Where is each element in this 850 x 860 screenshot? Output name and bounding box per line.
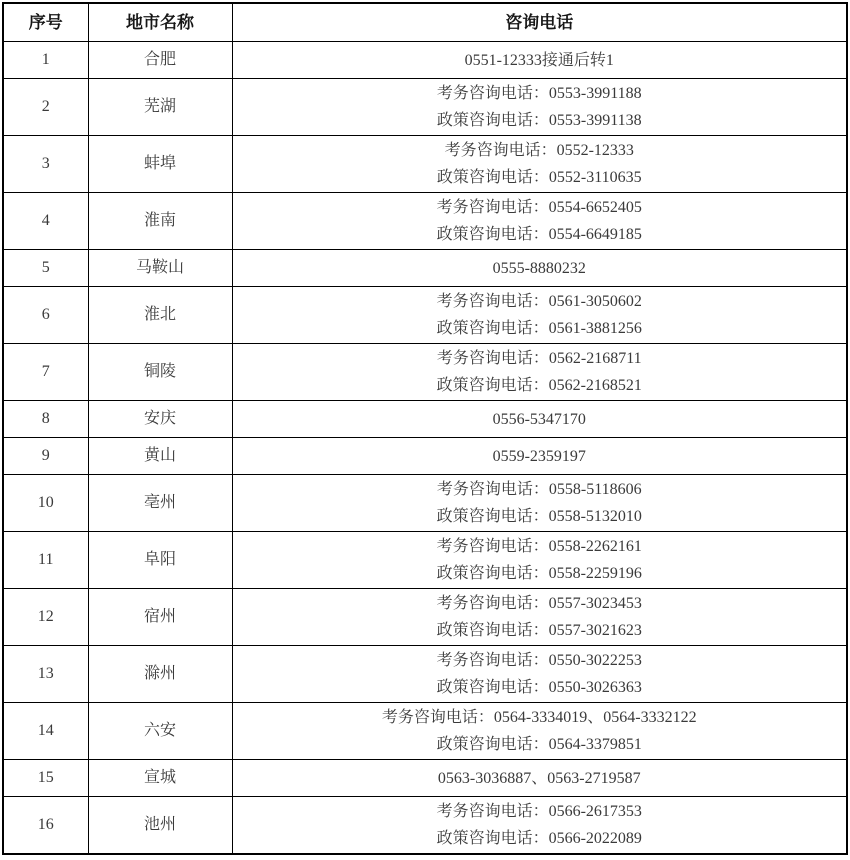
phone-cell xyxy=(232,589,847,646)
phone-directory-table xyxy=(2,2,848,855)
city-cell: 芜湖 xyxy=(88,79,232,136)
phone-cell xyxy=(232,136,847,193)
table-row xyxy=(3,760,847,797)
serial-cell: 14 xyxy=(3,703,88,760)
city-cell: 淮北 xyxy=(88,287,232,344)
table-row xyxy=(3,344,847,401)
serial-cell: 9 xyxy=(3,438,88,475)
city-cell: 马鞍山 xyxy=(88,250,232,287)
phone-cell xyxy=(232,475,847,532)
phone-line: 0556-5347170 xyxy=(492,410,586,428)
table-body xyxy=(3,42,847,855)
table-row xyxy=(3,250,847,287)
table-row xyxy=(3,532,847,589)
phone-line: 考务咨询电话：0558-2262161 xyxy=(436,538,642,555)
city-cell: 池州 xyxy=(88,797,232,855)
table-row xyxy=(3,287,847,344)
table-row xyxy=(3,797,847,855)
table-row xyxy=(3,42,847,79)
phone-line: 考务咨询电话：0557-3023453 xyxy=(436,595,642,612)
phone-line: 政策咨询电话：0557-3021623 xyxy=(436,622,642,639)
phone-line: 考务咨询电话：0562-2168711 xyxy=(436,350,642,367)
phone-cell xyxy=(232,646,847,703)
phone-line: 政策咨询电话：0550-3026363 xyxy=(436,679,642,696)
serial-cell: 2 xyxy=(3,79,88,136)
serial-cell: 11 xyxy=(3,532,88,589)
phone-cell xyxy=(232,438,847,475)
phone-cell xyxy=(232,42,847,79)
table-row xyxy=(3,475,847,532)
phone-line: 考务咨询电话：0554-6652405 xyxy=(436,199,642,216)
serial-cell: 6 xyxy=(3,287,88,344)
phone-line: 政策咨询电话：0562-2168521 xyxy=(436,377,642,394)
city-cell: 滁州 xyxy=(88,646,232,703)
table-row xyxy=(3,193,847,250)
phone-cell xyxy=(232,532,847,589)
city-cell: 宿州 xyxy=(88,589,232,646)
col-header-phone: 咨询电话 xyxy=(232,3,847,42)
phone-line: 考务咨询电话：0553-3991188 xyxy=(436,85,642,102)
phone-line: 政策咨询电话：0566-2022089 xyxy=(436,830,642,847)
phone-line: 政策咨询电话：0558-5132010 xyxy=(436,508,642,525)
phone-line: 政策咨询电话：0552-3110635 xyxy=(436,169,642,186)
phone-cell xyxy=(232,79,847,136)
serial-cell: 15 xyxy=(3,760,88,797)
city-cell: 蚌埠 xyxy=(88,136,232,193)
phone-line: 政策咨询电话：0553-3991138 xyxy=(436,112,642,129)
phone-line: 考务咨询电话：0566-2617353 xyxy=(436,803,642,820)
serial-cell: 10 xyxy=(3,475,88,532)
city-cell: 宣城 xyxy=(88,760,232,797)
phone-line: 政策咨询电话：0554-6649185 xyxy=(436,226,642,243)
phone-cell xyxy=(232,193,847,250)
city-cell: 铜陵 xyxy=(88,344,232,401)
table-row xyxy=(3,438,847,475)
phone-line: 政策咨询电话：0564-3379851 xyxy=(436,736,642,753)
table-row xyxy=(3,589,847,646)
serial-cell: 4 xyxy=(3,193,88,250)
serial-cell: 5 xyxy=(3,250,88,287)
phone-line: 0555-8880232 xyxy=(492,259,586,277)
table-row xyxy=(3,646,847,703)
city-cell: 安庆 xyxy=(88,401,232,438)
serial-cell: 1 xyxy=(3,42,88,79)
phone-line: 考务咨询电话：0561-3050602 xyxy=(436,293,642,310)
col-header-serial: 序号 xyxy=(3,3,88,42)
city-cell: 合肥 xyxy=(88,42,232,79)
city-cell: 六安 xyxy=(88,703,232,760)
phone-line: 考务咨询电话：0564-3334019、0564-3332122 xyxy=(381,709,697,726)
phone-cell xyxy=(232,703,847,760)
serial-cell: 3 xyxy=(3,136,88,193)
phone-line: 政策咨询电话：0561-3881256 xyxy=(436,320,642,337)
phone-line: 0563-3036887、0563-2719587 xyxy=(437,769,641,787)
serial-cell: 8 xyxy=(3,401,88,438)
col-header-city: 地市名称 xyxy=(88,3,232,42)
city-cell: 亳州 xyxy=(88,475,232,532)
table-row xyxy=(3,79,847,136)
phone-line: 考务咨询电话：0550-3022253 xyxy=(436,652,642,669)
phone-line: 0559-2359197 xyxy=(492,447,586,465)
phone-cell xyxy=(232,287,847,344)
city-cell: 阜阳 xyxy=(88,532,232,589)
phone-cell xyxy=(232,250,847,287)
serial-cell: 16 xyxy=(3,797,88,855)
table-row xyxy=(3,703,847,760)
serial-cell: 7 xyxy=(3,344,88,401)
city-cell: 淮南 xyxy=(88,193,232,250)
phone-line: 考务咨询电话：0552-12333 xyxy=(444,142,634,159)
serial-cell: 12 xyxy=(3,589,88,646)
city-cell: 黄山 xyxy=(88,438,232,475)
phone-cell xyxy=(232,344,847,401)
header-row xyxy=(3,3,847,42)
phone-cell xyxy=(232,797,847,855)
phone-line: 政策咨询电话：0558-2259196 xyxy=(436,565,642,582)
phone-cell xyxy=(232,401,847,438)
table-row xyxy=(3,401,847,438)
phone-cell xyxy=(232,760,847,797)
table-row xyxy=(3,136,847,193)
phone-line: 考务咨询电话：0558-5118606 xyxy=(436,481,642,498)
phone-line: 0551-12333接通后转1 xyxy=(464,51,614,69)
serial-cell: 13 xyxy=(3,646,88,703)
